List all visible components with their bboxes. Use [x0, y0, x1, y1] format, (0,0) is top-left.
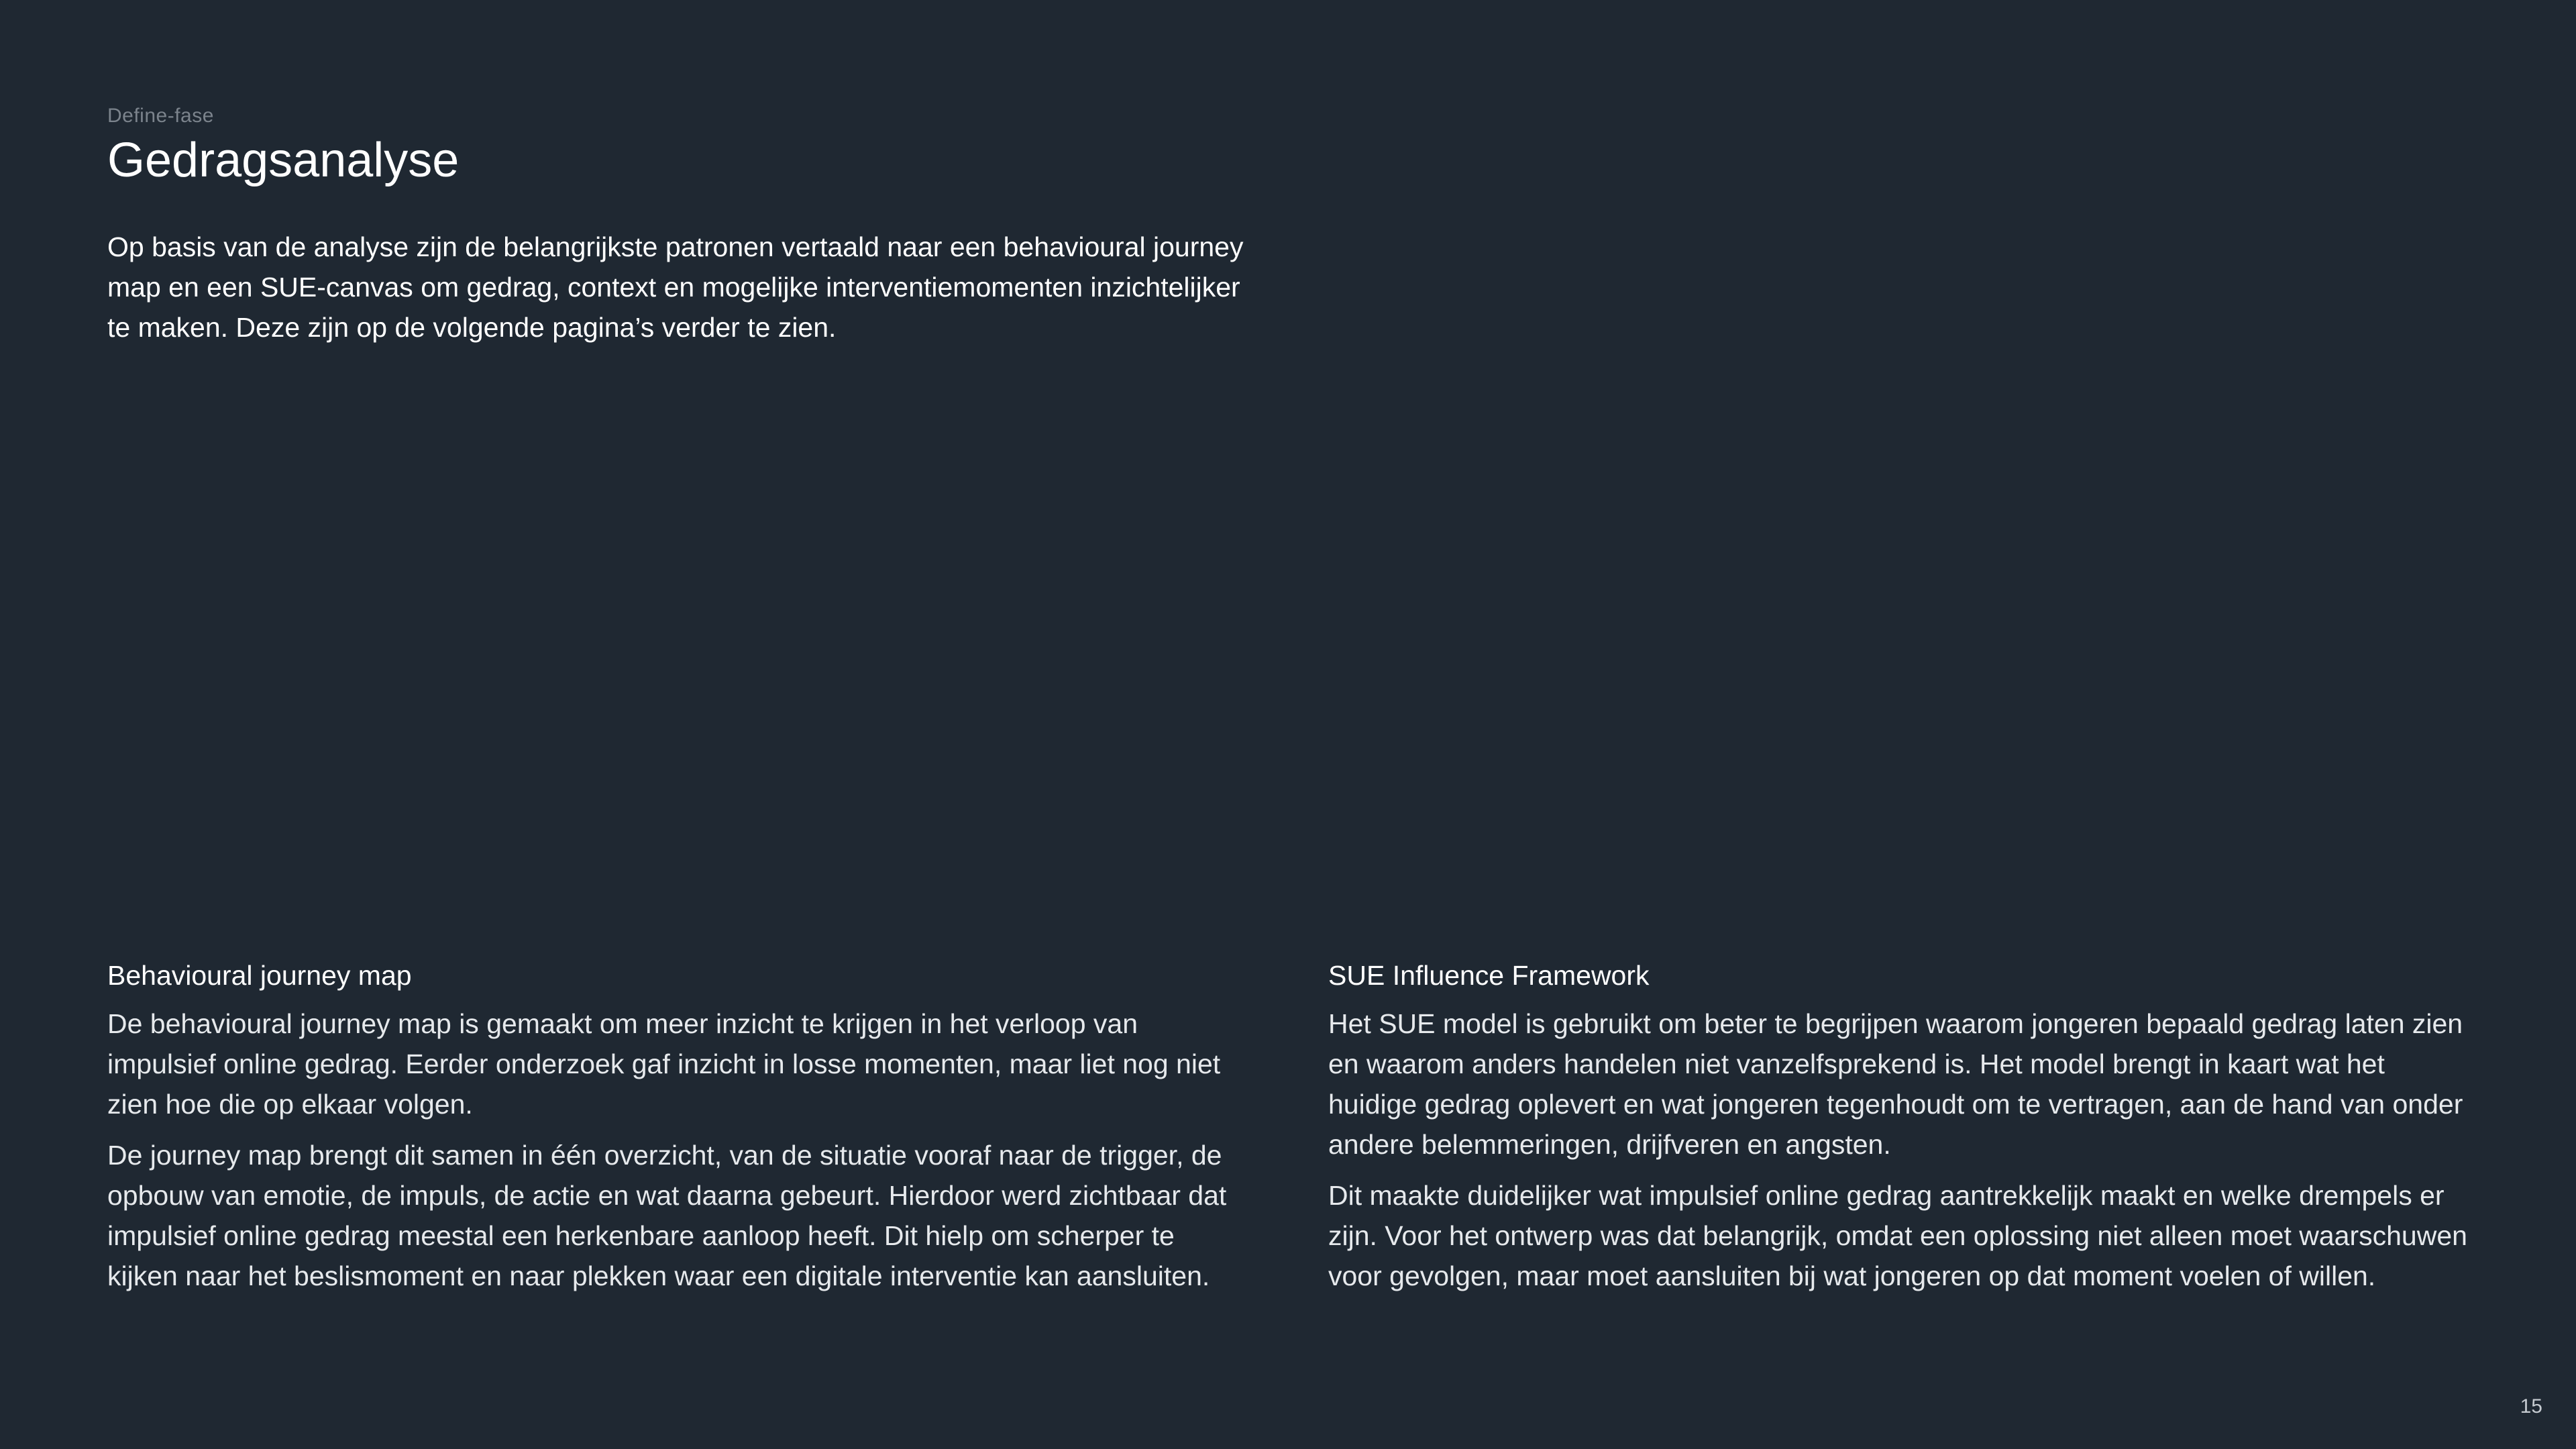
section-label: Define-fase: [107, 105, 214, 127]
journey-map-heading: Behavioural journey map: [107, 960, 412, 991]
sue-framework-heading: SUE Influence Framework: [1328, 960, 1650, 991]
sue-framework-paragraph-1: Het SUE model is gebruikt om beter te begrijpen waarom jongeren bepaald gedrag laten zien en waarom anders handelen niet vanzelfsprekend is. Het model brengt in kaart wat het huidige gedrag oplevert en wat jongeren tegenhoudt om te vertragen, aan de hand van onder andere belemmeringen, drijfveren en angsten.: [1328, 1008, 2463, 1160]
sue-framework-section: [1328, 955, 2469, 1307]
page-number: 15: [2520, 1395, 2542, 1417]
page-title: Gedragsanalyse: [107, 133, 460, 187]
journey-map-paragraph-1: De behavioural journey map is gemaakt om meer inzicht te krijgen in het verloop van impulsief online gedrag. Eerder onderzoek gaf inzicht in losse momenten, maar liet nog niet zien hoe die op elkaar volgen.: [107, 1008, 1221, 1120]
journey-map-paragraph-2: De journey map brengt dit samen in één overzicht, van de situatie vooraf naar de trigger, de opbouw van emotie, de impuls, de actie en wat daarna gebeurt. Hierdoor werd zichtbaar dat impulsief online gedrag meestal een herkenbare aanloop heeft. Dit hielp om scherper te kijken naar het beslismoment en naar plekken waar een digitale interventie kan aansluiten.: [107, 1140, 1227, 1291]
intro-paragraph: Op basis van de analyse zijn de belangrijkste patronen vertaald naar een behavioural journey map en een SUE-canvas om gedrag, context en mogelijke interventiemomenten inzichtelijker te maken. Deze zijn op de volgende pagina’s verder te zien.: [107, 231, 1244, 343]
sue-framework-paragraph-2: Dit maakte duidelijker wat impulsief online gedrag aantrekkelijk maakt en welke drempels er zijn. Voor het ontwerp was dat belangrijk, omdat een oplossing niet alleen moet waarschuwen voor gevolgen, maar moet aansluiten bij wat jongeren op dat moment voelen of willen.: [1328, 1180, 2467, 1291]
journey-map-section: [107, 955, 1248, 1307]
